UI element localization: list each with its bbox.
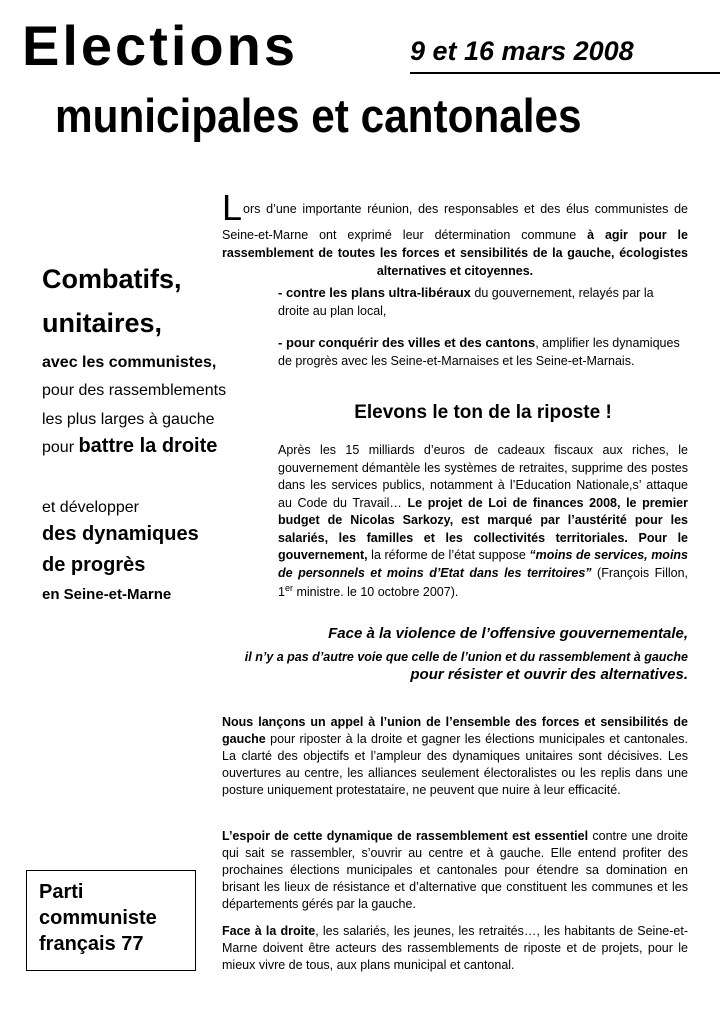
left-rassemblements: pour des rassemblements [42,382,227,399]
title-elections: Elections [22,14,298,77]
election-date: 9 et 16 mars 2008 [410,36,634,66]
title-municipales: municipales et cantonales [55,89,582,142]
date-underline [410,72,720,74]
espoir-paragraph: L’espoir de cette dynamique de rassemblement est essentiel contre une droite qui sait se rassembler, s’ouvrir au centre et à gauche. Elle entend profiter des prochaines élections municipales et cantonales pour étendre sa domination en brisant les lieux de résistance et d’alternative que constituent les communes et les départements gérés par la gauche. [222,829,688,911]
intro-paragraph: Lors d’une importante réunion, des responsables et des élus communistes de Seine-et-Marne ont exprimé leur détermination commune à agir pour le rassemblement de toutes les forces et sensibilités de la gauche, écologistes alternatives et citoyennes. [222,187,688,279]
left-combatifs: Combatifs, [42,264,182,294]
pcf-line2: communiste [39,907,157,929]
left-progres: de progrès [42,554,146,576]
pcf-line3: français 77 [39,933,144,955]
face-union: il n’y a pas d’autre voie que celle de l’union et du rassemblement à gauche [244,650,688,664]
left-seine-et-marne: en Seine-et-Marne [42,586,172,603]
left-dynamiques: des dynamiques [42,523,199,545]
left-unitaires: unitaires, [42,308,163,338]
bullet-conquerir: - pour conquérir des villes et des cantons, amplifier les dynamiques de progrès avec les Seine-et-Marnaises et les Seine-et-Marnais. [278,335,680,368]
bullet-ultra-liberaux: - contre les plans ultra-libéraux du gouvernement, relayés par la droite au plan local, [278,285,654,318]
riposte-paragraph: Après les 15 milliards d’euros de cadeaux fiscaux aux riches, le gouvernement démantèle les systèmes de retraites, supprime des postes dans les services publics, notamment à l’Education Nationale,s’ attaque au Code du Travail… Le projet de Loi de finances 2008, le premier budget de Nicolas Sarkozy, est marqué par l’austérité pour les salariés, les familles et les collectivités territoriales. Pour le gouvernement, la réforme de l’état suppose “moins de services, moins de personnels et moins d’Etat dans les territoires” (François Fillon, 1er ministre. le 10 octobre 2007). [278,443,689,600]
face-droite-paragraph: Face à la droite, les salariés, les jeunes, les retraités…, les habitants de Seine-et-Marne doivent être acteurs des rassemblements de riposte et de projets, pour le mieux vivre de tous, aux plans municipal et cantonal. [222,924,688,972]
left-developper: et développer [42,499,139,516]
pcf-box [26,870,196,971]
face-violence: Face à la violence de l’offensive gouvernementale, [328,625,688,642]
face-resister: pour résister et ouvrir des alternatives. [410,666,688,683]
left-battre: pour battre la droite [42,435,218,457]
dropcap: L [222,187,243,228]
left-communistes: avec les communistes, [42,354,217,371]
left-plus-larges: les plus larges à gauche [42,411,215,428]
pcf-line1: Parti [39,881,84,903]
appel-paragraph: Nous lançons un appel à l’union de l’ensemble des forces et sensibilités de gauche pour riposter à la droite et gagner les élections municipales et cantonales. La clarté des objectifs et l’ampleur des dynamiques unitaires sont décisives. Les ouvertures au centre, les alliances seulement électoralistes ou les replis dans une posture uniquement protestataire, ne peuvent que nuire à leur efficacité. [222,715,688,797]
riposte-heading: Elevons le ton de la riposte ! [354,402,612,423]
